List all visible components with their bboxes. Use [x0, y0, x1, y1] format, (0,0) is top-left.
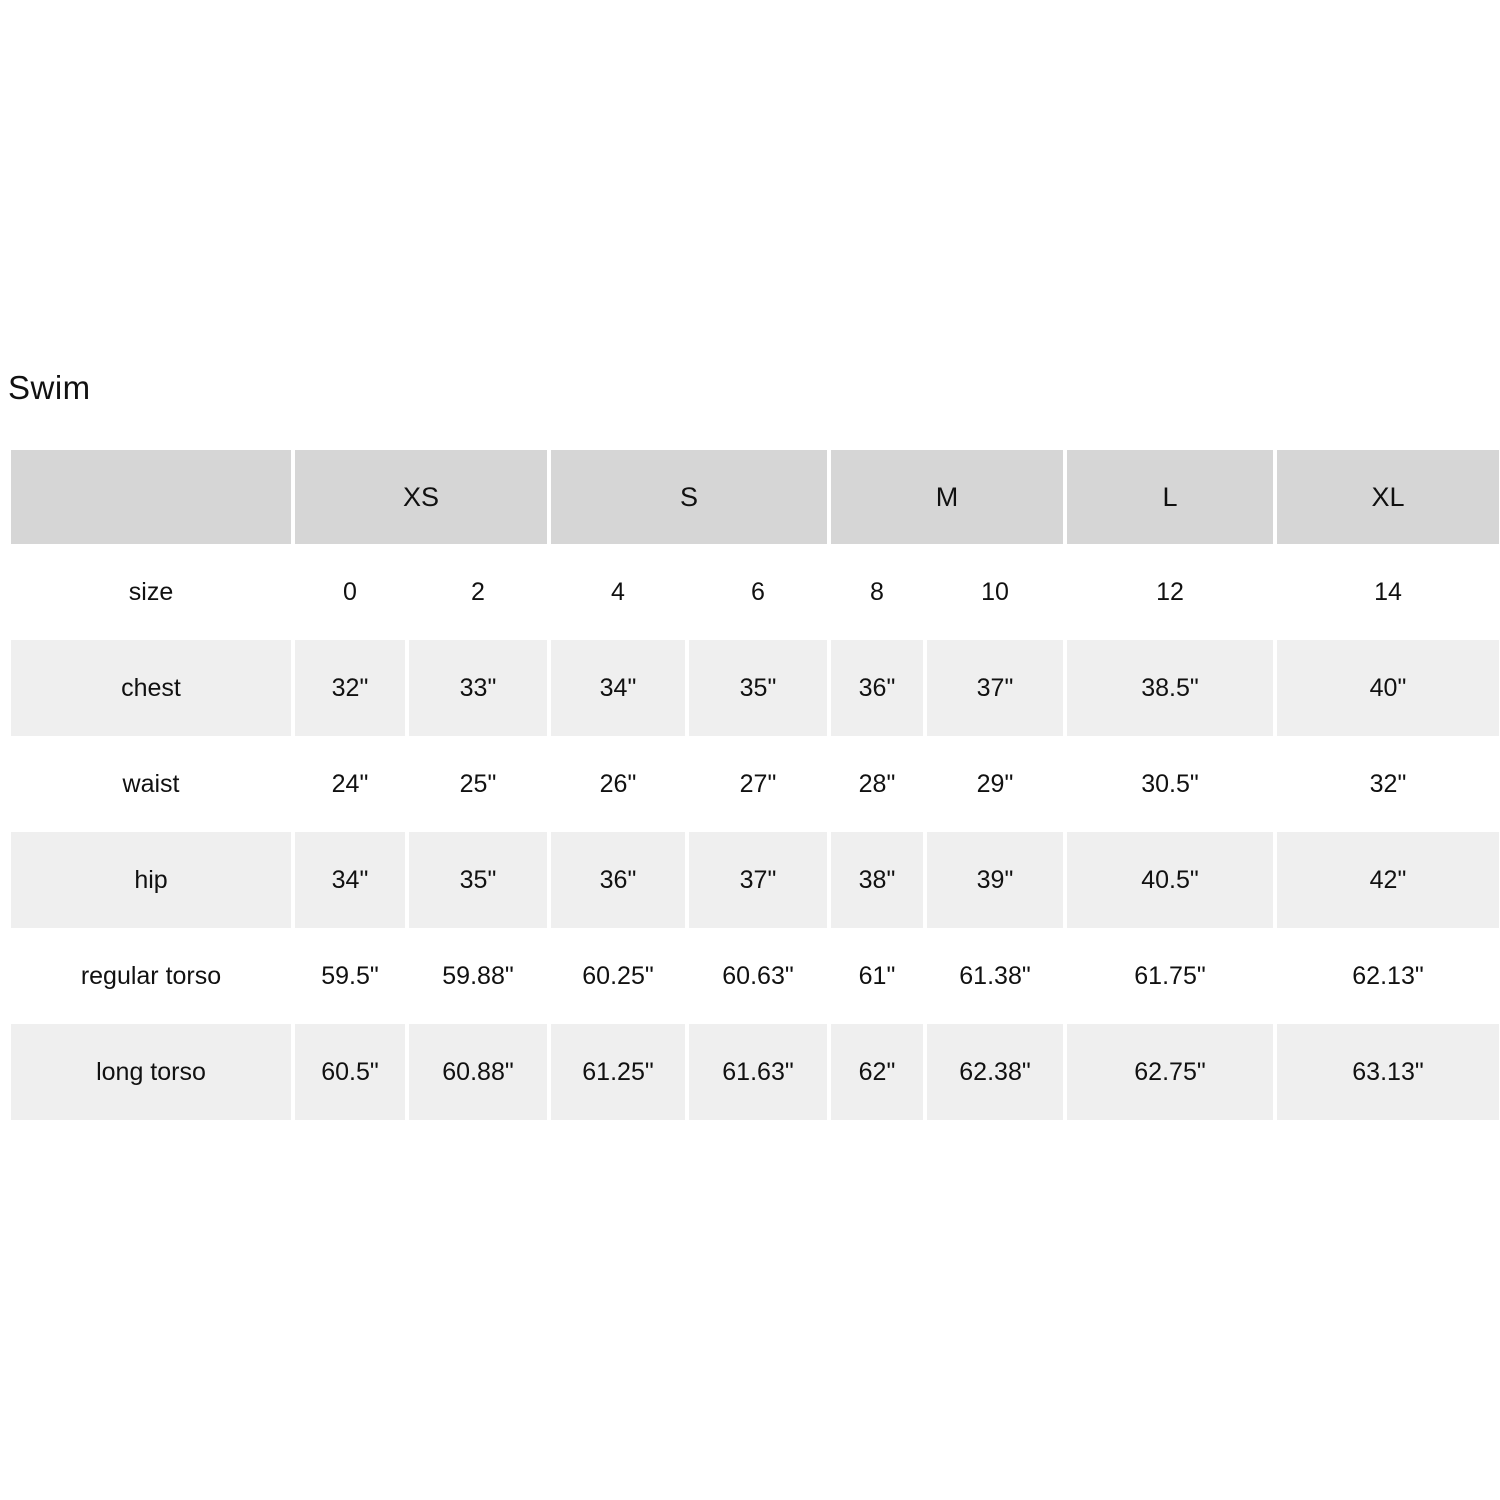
table-cell: 60.5" [295, 1024, 405, 1120]
table-cell: 0 [343, 577, 357, 606]
table-cell: 62.13" [1352, 961, 1424, 990]
table-cell: 4 [611, 577, 625, 606]
table-cell: 24" [331, 769, 369, 798]
table-cell: 42" [1277, 832, 1499, 928]
table-cell: 37" [927, 640, 1063, 736]
table-cell: 36" [551, 832, 685, 928]
table-cell: 62.75" [1067, 1024, 1273, 1120]
table-cell: 30.5" [1141, 769, 1199, 798]
table-cell: 40.5" [1067, 832, 1273, 928]
table-cell: 37" [689, 832, 827, 928]
table-cell: 62" [831, 1024, 923, 1120]
table-cell: 10 [981, 577, 1009, 606]
table-cell: 34" [551, 640, 685, 736]
table-cell: 62.38" [927, 1024, 1063, 1120]
row-label-waist: waist [122, 769, 180, 798]
size-chart-table [11, 450, 1495, 1122]
header-xs: XS [295, 450, 547, 544]
table-cell: 35" [689, 640, 827, 736]
table-cell: 61.38" [959, 961, 1031, 990]
row-label-size: size [128, 577, 174, 606]
table-cell: 34" [295, 832, 405, 928]
table-cell: 25" [459, 769, 497, 798]
table-cell: 32" [295, 640, 405, 736]
table-cell: 61" [858, 961, 896, 990]
row-label-long-torso: long torso [11, 1024, 291, 1120]
table-cell: 59.88" [442, 961, 514, 990]
table-cell: 6 [751, 577, 765, 606]
table-cell: 28" [858, 769, 896, 798]
table-cell: 61.25" [551, 1024, 685, 1120]
table-cell: 39" [927, 832, 1063, 928]
table-cell: 60.25" [582, 961, 654, 990]
table-cell: 40" [1277, 640, 1499, 736]
header-s: S [551, 450, 827, 544]
table-cell: 60.88" [409, 1024, 547, 1120]
table-cell: 27" [739, 769, 777, 798]
table-cell: 26" [599, 769, 637, 798]
table-cell: 59.5" [321, 961, 379, 990]
header-m: M [831, 450, 1063, 544]
header-xl: XL [1277, 450, 1499, 544]
row-label-chest: chest [11, 640, 291, 736]
row-label-regular-torso: regular torso [80, 961, 222, 990]
table-cell: 36" [831, 640, 923, 736]
table-cell: 29" [976, 769, 1014, 798]
table-cell: 61.63" [689, 1024, 827, 1120]
header-l: L [1067, 450, 1273, 544]
table-cell: 38.5" [1067, 640, 1273, 736]
table-cell: 12 [1156, 577, 1184, 606]
table-cell: 61.75" [1134, 961, 1206, 990]
table-cell: 14 [1374, 577, 1402, 606]
table-cell: 32" [1369, 769, 1407, 798]
header-empty-cell [11, 450, 291, 544]
table-cell: 63.13" [1277, 1024, 1499, 1120]
table-cell: 38" [831, 832, 923, 928]
table-cell: 60.63" [722, 961, 794, 990]
table-cell: 2 [471, 577, 485, 606]
table-cell: 8 [870, 577, 884, 606]
row-label-hip: hip [11, 832, 291, 928]
table-cell: 33" [409, 640, 547, 736]
page-title: Swim [8, 369, 91, 406]
table-cell: 35" [409, 832, 547, 928]
